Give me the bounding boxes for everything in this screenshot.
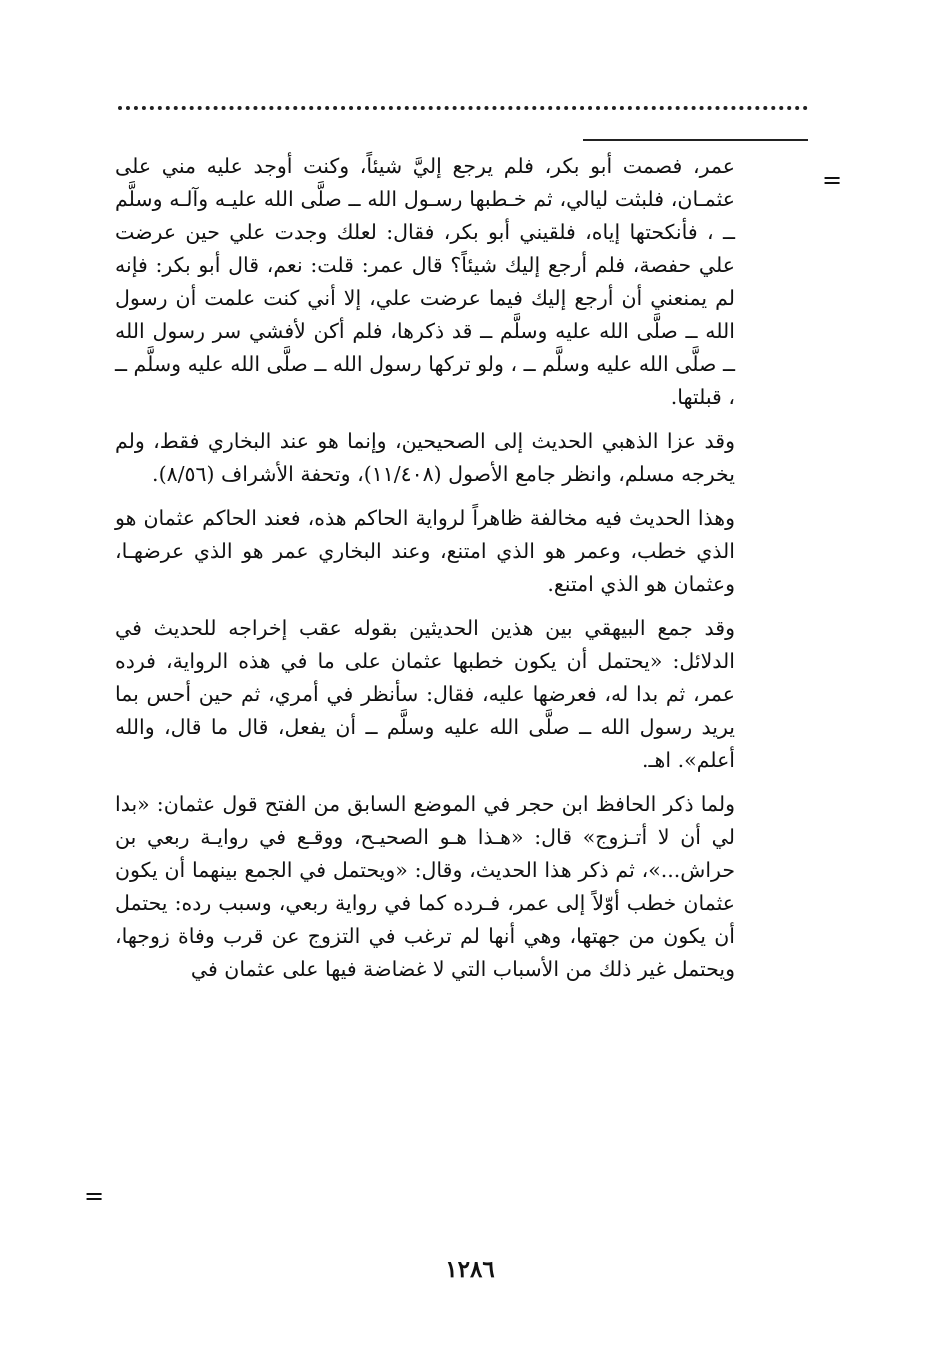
footnote-text [115,150,735,986]
continuation-mark-bottom: = [84,1182,105,1210]
paragraph-3: وهذا الحديث فيه مخالفة ظاهراً لرواية الحاكم هذه، فعند الحاكم عثمان هو الذي خطب، وعمر هو الذي امتنع، وعند البخاري عمر هو الذي عرضهـا، وعثمان هو الذي امتنع. [115,506,735,596]
paragraph-2: وقد عزا الذهبي الحديث إلى الصحيحين، وإنما هو عند البخاري فقط، ولم يخرجه مسلم، وانظر جامع الأصول (١١/٤٠٨)، وتحفة الأشراف (٨/٥٦). [115,429,735,486]
continuation-mark-top: = [822,166,843,194]
paragraph-1: عمر، فصمت أبو بكر، فلم يرجع إليَّ شيئاً، وكنت أوجد عليه مني على عثمـان، فلبثت ليالي، ثم خـطبها رسـول الله ــ صلَّى الله عليـه وآلـه وسلَّم ــ ، فأنكحتها إياه، فلقيني أبو بكر، فقال: لعلك وجدت علي حين عرضت علي حفصة، فلم أرجع إليك شيئاً؟ قال عمر: قلت: نعم، قال أبو بكر: فإنه لم يمنعني أن أرجع إليك فيما عرضت علي، إلا أني كنت علمت أن رسول الله ــ صلَّى الله عليه وسلَّم ــ قد ذكرها، فلم أكن لأفشي سر رسول الله ــ صلَّى الله عليه وسلَّم ــ ، ولو تركها رسول الله ــ صلَّى الله عليه وسلَّم ــ ، قبلتها. [115,154,735,409]
paragraph-5: ولما ذكر الحافظ ابن حجر في الموضع السابق من الفتح قول عثمان: «بدا لي أن لا أتـزوج» قال: «هـذا هـو الصحيـح، ووقـع في روايـة ربعي بن حراش...»، ثم ذكر هذا الحديث، وقال: «ويحتمل في الجمع بينهما أن يكون عثمان خطب أوّلاً إلى عمر، فـرده كما في رواية ربعي، وسبب رده: يحتمل أن يكون من جهتها، وهي أنها لم ترغب في التزوج عن قرب وفاة زوجها، ويحتمل غير ذلك من الأسباب التي لا غضاضة فيها على عثمان في [115,792,735,981]
page-number: ١٢٨٦ [445,1256,495,1283]
paragraph-4: وقد جمع البيهقي بين هذين الحديثين بقوله عقب إخراجه للحديث في الدلائل: «يحتمل أن يكون خطبها عثمان على ما في هذه الرواية، فرده عمر، ثم بدا له، فعرضها عليه، فقال: سأنظر في أمري، ثم حين أحس بما يريد رسول الله ــ صلَّى الله عليه وسلَّم ــ أن يفعل، قال ما قال، والله أعلم». اهـ. [115,616,735,772]
dotted-separator [118,94,808,110]
footnote-rule [583,139,808,141]
